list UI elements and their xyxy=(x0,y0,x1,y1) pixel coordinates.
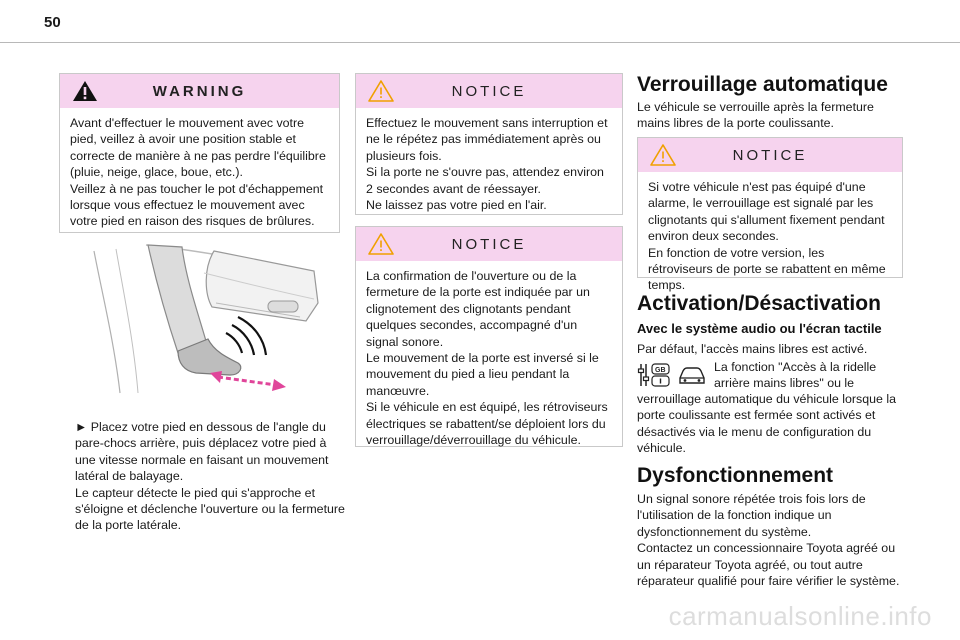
activation-icon-line1: La fonction "Accès à la ridelle xyxy=(714,360,877,374)
notice-box-3-header xyxy=(638,138,902,172)
notice-3-title: NOTICE xyxy=(732,146,808,164)
notice-box-1 xyxy=(355,73,623,215)
notice-2-title: NOTICE xyxy=(451,235,527,253)
notice-2-body xyxy=(356,261,622,456)
warning-title: WARNING xyxy=(152,82,247,100)
malfunction-paragraph: Un signal sonore répétée trois fois lors de l'utilisation de la fonction indique un dysfonctionnement du système. Contactez un concessionnaire Toyota agréé ou un réparateur Toyota agréé, ou tout autre réparateur qualifié pour faire vérifier le système. xyxy=(637,492,900,589)
foot-sensor-illustration xyxy=(86,243,324,399)
activation-default-text: Par défaut, l'accès mains libres est activé. xyxy=(637,342,868,356)
car-icon xyxy=(677,366,707,386)
auto-lock-heading: Verrouillage automatique xyxy=(637,73,888,96)
activation-icon-lines xyxy=(714,359,904,392)
notice-box-2-header xyxy=(356,227,622,261)
malfunction-text xyxy=(637,491,901,589)
notice-box-1-header xyxy=(356,74,622,108)
page-number: 50 xyxy=(44,14,61,31)
activation-heading: Activation/Désactivation xyxy=(637,292,881,315)
notice-outline-icon xyxy=(368,79,394,103)
activation-rest-text: verrouillage automatique du véhicule lorsque la porte coulissante est fermée sont activés et désactivés via le menu de configuration du véhicule. xyxy=(637,392,896,456)
activation-subheading: Avec le système audio ou l'écran tactile xyxy=(637,321,882,336)
svg-text:GB: GB xyxy=(655,367,666,374)
warning-box-header xyxy=(60,74,339,108)
config-settings-icon xyxy=(637,362,671,388)
activation-icon-line2: arrière mains libres" ou le xyxy=(714,376,855,391)
warning-box xyxy=(59,73,340,233)
notice-1-body xyxy=(356,108,622,221)
instruction-text xyxy=(75,419,345,534)
instruction-paragraph: ► Placez votre pied en dessous de l'angle du pare-chocs arrière, puis déplacez votre pied à une vitesse normale en faisant un mouvement latéral de balayage. Le capteur détecte le pied qui s'approche et s'éloigne et déclenche l'ouverture ou la fermeture de la porte latérale. xyxy=(75,420,345,533)
activation-rest xyxy=(637,391,901,457)
activation-line1 xyxy=(637,341,901,357)
notice-3-text: Si votre véhicule n'est pas équipé d'une alarme, le verrouillage est signalé par les clignotants qui s'allument fixement pendant environ deux secondes. En fonction de votre version, les rétroviseurs de porte se rabattent en même temps. xyxy=(648,180,886,293)
auto-lock-text xyxy=(637,99,899,132)
warning-body xyxy=(60,108,339,238)
watermark: carmanualsonline.info xyxy=(668,601,932,631)
notice-outline-icon xyxy=(650,143,676,167)
notice-1-text: Effectuez le mouvement sans interruption et ne le répétez pas immédiatement après ou plusieurs fois. Si la porte ne s'ouvre pas, attendez environ 2 secondes avant de réessayer. Ne laissez pas votre pied en l'air. xyxy=(366,116,608,213)
warning-filled-icon xyxy=(72,79,98,103)
warning-text: Avant d'effectuer le mouvement avec votre pied, veillez à avoir une position stable et correcte de manière à ne pas perdre l'équilibre (pluie, neige, glace, boue, etc.). Veillez à ne pas toucher le pot d'échappement lorsque vous effectuez le mouvement avec votre pied en raison des risques de brûlures. xyxy=(70,116,326,229)
notice-box-3 xyxy=(637,137,903,293)
notice-1-title: NOTICE xyxy=(451,82,527,100)
top-divider xyxy=(0,42,960,43)
notice-2-text: La confirmation de l'ouverture ou de la fermeture de la porte est indiquée par un clignotement des clignotants pendant quelques secondes, accompagné d'un signal sonore. Le mouvement de la porte est inversé si le mouvement du pied a lieu pendant la manœuvre. Si le véhicule en est équipé, les rétroviseurs électriques se rabattent/se déploient lors du verrouillage/déverrouillage du véhicule. xyxy=(366,269,608,448)
malfunction-heading: Dysfonctionnement xyxy=(637,464,834,487)
auto-lock-paragraph: Le véhicule se verrouille après la fermeture mains libres de la porte coulissante. xyxy=(637,100,874,131)
notice-outline-icon xyxy=(368,232,394,256)
notice-box-2 xyxy=(355,226,623,447)
notice-3-body xyxy=(638,172,902,302)
